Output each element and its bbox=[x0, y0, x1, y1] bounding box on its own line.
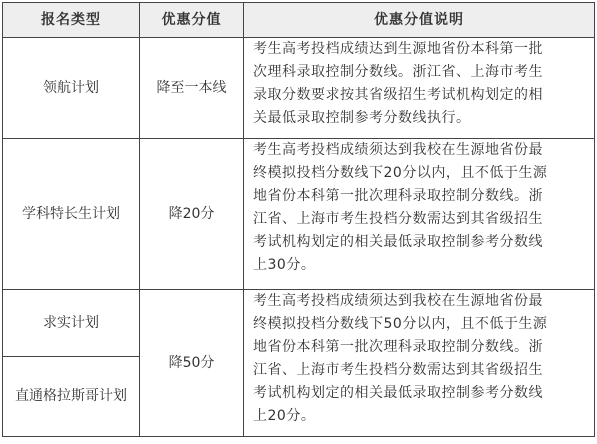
type-cell bbox=[3, 290, 140, 357]
description-line: 上20分。 bbox=[253, 408, 316, 424]
value-cell: 降20分 bbox=[140, 139, 244, 290]
value-cell: 降50分 bbox=[140, 290, 244, 437]
description-line: 考试机构划定的相关最低录取控制参考分数线 bbox=[253, 385, 543, 401]
description-line: 地省份本科第一批次理科录取控制分数线。浙 bbox=[253, 339, 543, 355]
description-cell bbox=[244, 38, 595, 139]
description-line: 上30分。 bbox=[253, 257, 316, 273]
table-row bbox=[3, 139, 595, 290]
description-line: 终模拟投档分数线下20分以内，且不低于生源 bbox=[253, 165, 548, 181]
description-line: 考试机构划定的相关最低录取控制参考分数线 bbox=[253, 234, 543, 250]
description-line: 录取分数要求按其省级招生考试机构划定的相 bbox=[253, 87, 543, 103]
description-line: 考生高考投档成绩须达到我校在生源地省份最 bbox=[253, 293, 543, 309]
description-line: 考生高考投档成绩须达到我校在生源地省份最 bbox=[253, 142, 543, 158]
description-line: 江省、上海市考生投档分数需达到其省级招生 bbox=[253, 211, 543, 227]
table-row bbox=[3, 38, 595, 139]
header-type: 报名类型 bbox=[3, 3, 140, 38]
type-cell bbox=[3, 38, 140, 139]
type-label: 领航计划 bbox=[43, 79, 99, 96]
type-label: 求实计划 bbox=[43, 314, 99, 331]
description-line: 关最低录取控制参考分数线执行。 bbox=[253, 110, 471, 126]
description-line: 终模拟投档分数线下50分以内，且不低于生源 bbox=[253, 316, 548, 332]
type-label: 直通格拉斯哥计划 bbox=[15, 388, 127, 404]
description-line: 江省、上海市考生投档分数需达到其省级招生 bbox=[253, 362, 543, 378]
type-cell bbox=[3, 139, 140, 290]
header-description: 优惠分值说明 bbox=[244, 3, 595, 38]
admission-bonus-table bbox=[2, 2, 595, 437]
type-label: 学科特长生计划 bbox=[22, 205, 120, 222]
type-cell bbox=[3, 357, 140, 437]
description-cell bbox=[244, 139, 595, 290]
header-row bbox=[3, 3, 595, 38]
description-line: 地省份本科第一批次理科录取控制分数线。浙 bbox=[253, 188, 543, 204]
description-cell bbox=[244, 290, 595, 437]
description-line: 考生高考投档成绩达到生源地省份本科第一批 bbox=[253, 41, 543, 57]
table-row bbox=[3, 290, 595, 357]
value-cell: 降至一本线 bbox=[140, 38, 244, 139]
header-value: 优惠分值 bbox=[140, 3, 244, 38]
description-line: 次理科录取控制分数线。浙江省、上海市考生 bbox=[253, 64, 543, 80]
